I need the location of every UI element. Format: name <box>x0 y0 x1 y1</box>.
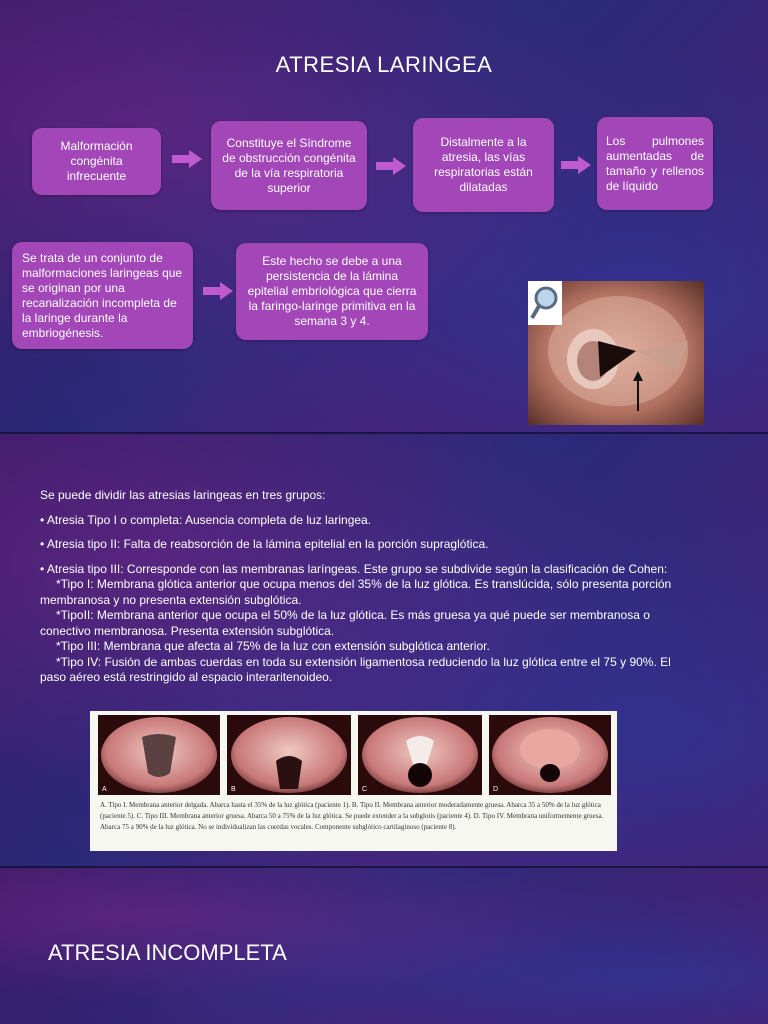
panel-c <box>358 715 482 795</box>
cohen-tipo-1: *Tipo I: Membrana glótica anterior que ocupa menos del 35% de la luz glótica. Es translúcida, sólo presenta porción membranosa y no presenta extensión subglótica. <box>40 577 672 607</box>
slide-title: ATRESIA LARINGEA <box>275 52 493 77</box>
bullet-tipo-3: • Atresia tipo III: Corresponde con las membranas laríngeas. Este grupo se subdivide según la clasificación de Cohen: <box>40 561 668 576</box>
arrow-right-icon <box>203 282 233 300</box>
panel-label: C <box>362 786 368 793</box>
info-box-malformaciones: Se trata de un conjunto de malformaciones laringeas que se originan por una recanalización incompleta de la laringe durante la embriogénesis. <box>12 242 193 349</box>
cohen-tipo-4: *Tipo IV: Fusión de ambas cuerdas en toda su extensión ligamentosa reduciendo la luz glótica entre el 75 y 90%. El paso aéreo está restringido al espacio interaritenoideo. <box>40 654 671 684</box>
info-box-persistencia: Este hecho se debe a una persistencia de la lámina epitelial embriológica que cierra la faringo-laringe primitiva en la semana 3 y 4. <box>236 243 428 340</box>
figure-caption: A. Tipo I. Membrana anterior delgada. Abarca hasta el 35% de la luz glótica (paciente 1). B. Tipo II. Membrana anterior moderadamente gruesa. Abarca 35 a 50% de la luz glótica (paciente 5). C. Tipo III. Membrana anterior gruesa. Abarca 50 a 75% de la luz glótica. Se puede extender a la subglotis (paciente 4). D. Tipo IV. Membrana uniformemente gruesa. Abarca 75 a 90% de la luz glótica. No se individualizan las cuerdas vocales. Componente subglótico cartilaginoso (paciente 8). <box>100 801 604 831</box>
slide-title: ATRESIA INCOMPLETA <box>48 940 287 965</box>
cohen-tipo-3: *Tipo III: Membrana que afecta al 75% de la luz con extensión subglótica anterior. <box>56 639 490 653</box>
magnifier-icon <box>528 281 562 325</box>
arrow-right-icon <box>376 157 406 175</box>
larynx-endoscopy-photo <box>528 281 704 425</box>
arrow-right-icon <box>561 156 591 174</box>
slide-atresia-incompleta <box>0 868 768 1024</box>
arrow-right-icon <box>172 150 202 168</box>
panel-d <box>489 715 611 795</box>
intro-text: Se puede dividir las atresias laringeas en tres grupos: <box>40 488 326 502</box>
classification-text <box>40 488 680 686</box>
panel-b <box>227 715 351 795</box>
panel-label: A <box>102 786 107 793</box>
panel-label: B <box>231 786 236 793</box>
cohen-tipo-2: *TipoII: Membrana anterior que ocupa el 50% de la luz glótica. Es más gruesa ya qué puede ser membranosa o conectivo membranosa. Presenta extensión subglótica. <box>40 608 650 638</box>
endoscopy-panels <box>90 711 617 799</box>
bullet-tipo-1: • Atresia Tipo I o completa: Ausencia completa de luz laringea. <box>40 512 372 527</box>
flow-box-3: Distalmente a la atresia, las vías respiratorias están dilatadas <box>413 118 554 212</box>
flow-box-1: Malformación congénita infrecuente <box>32 128 161 195</box>
panel-label: D <box>493 786 499 793</box>
panel-a <box>98 715 220 795</box>
flow-box-2: Constituye el Síndrome de obstrucción congénita de la vía respiratoria superior <box>211 121 367 210</box>
slide-clasificacion <box>0 434 768 866</box>
flow-box-4: Los pulmones aumentadas de tamaño y rellenos de líquido <box>597 117 713 210</box>
slide-atresia-laringea <box>0 0 768 432</box>
bullet-tipo-2: • Atresia tipo II: Falta de reabsorción de la lámina epitelial en la porción supraglótica. <box>40 537 489 551</box>
